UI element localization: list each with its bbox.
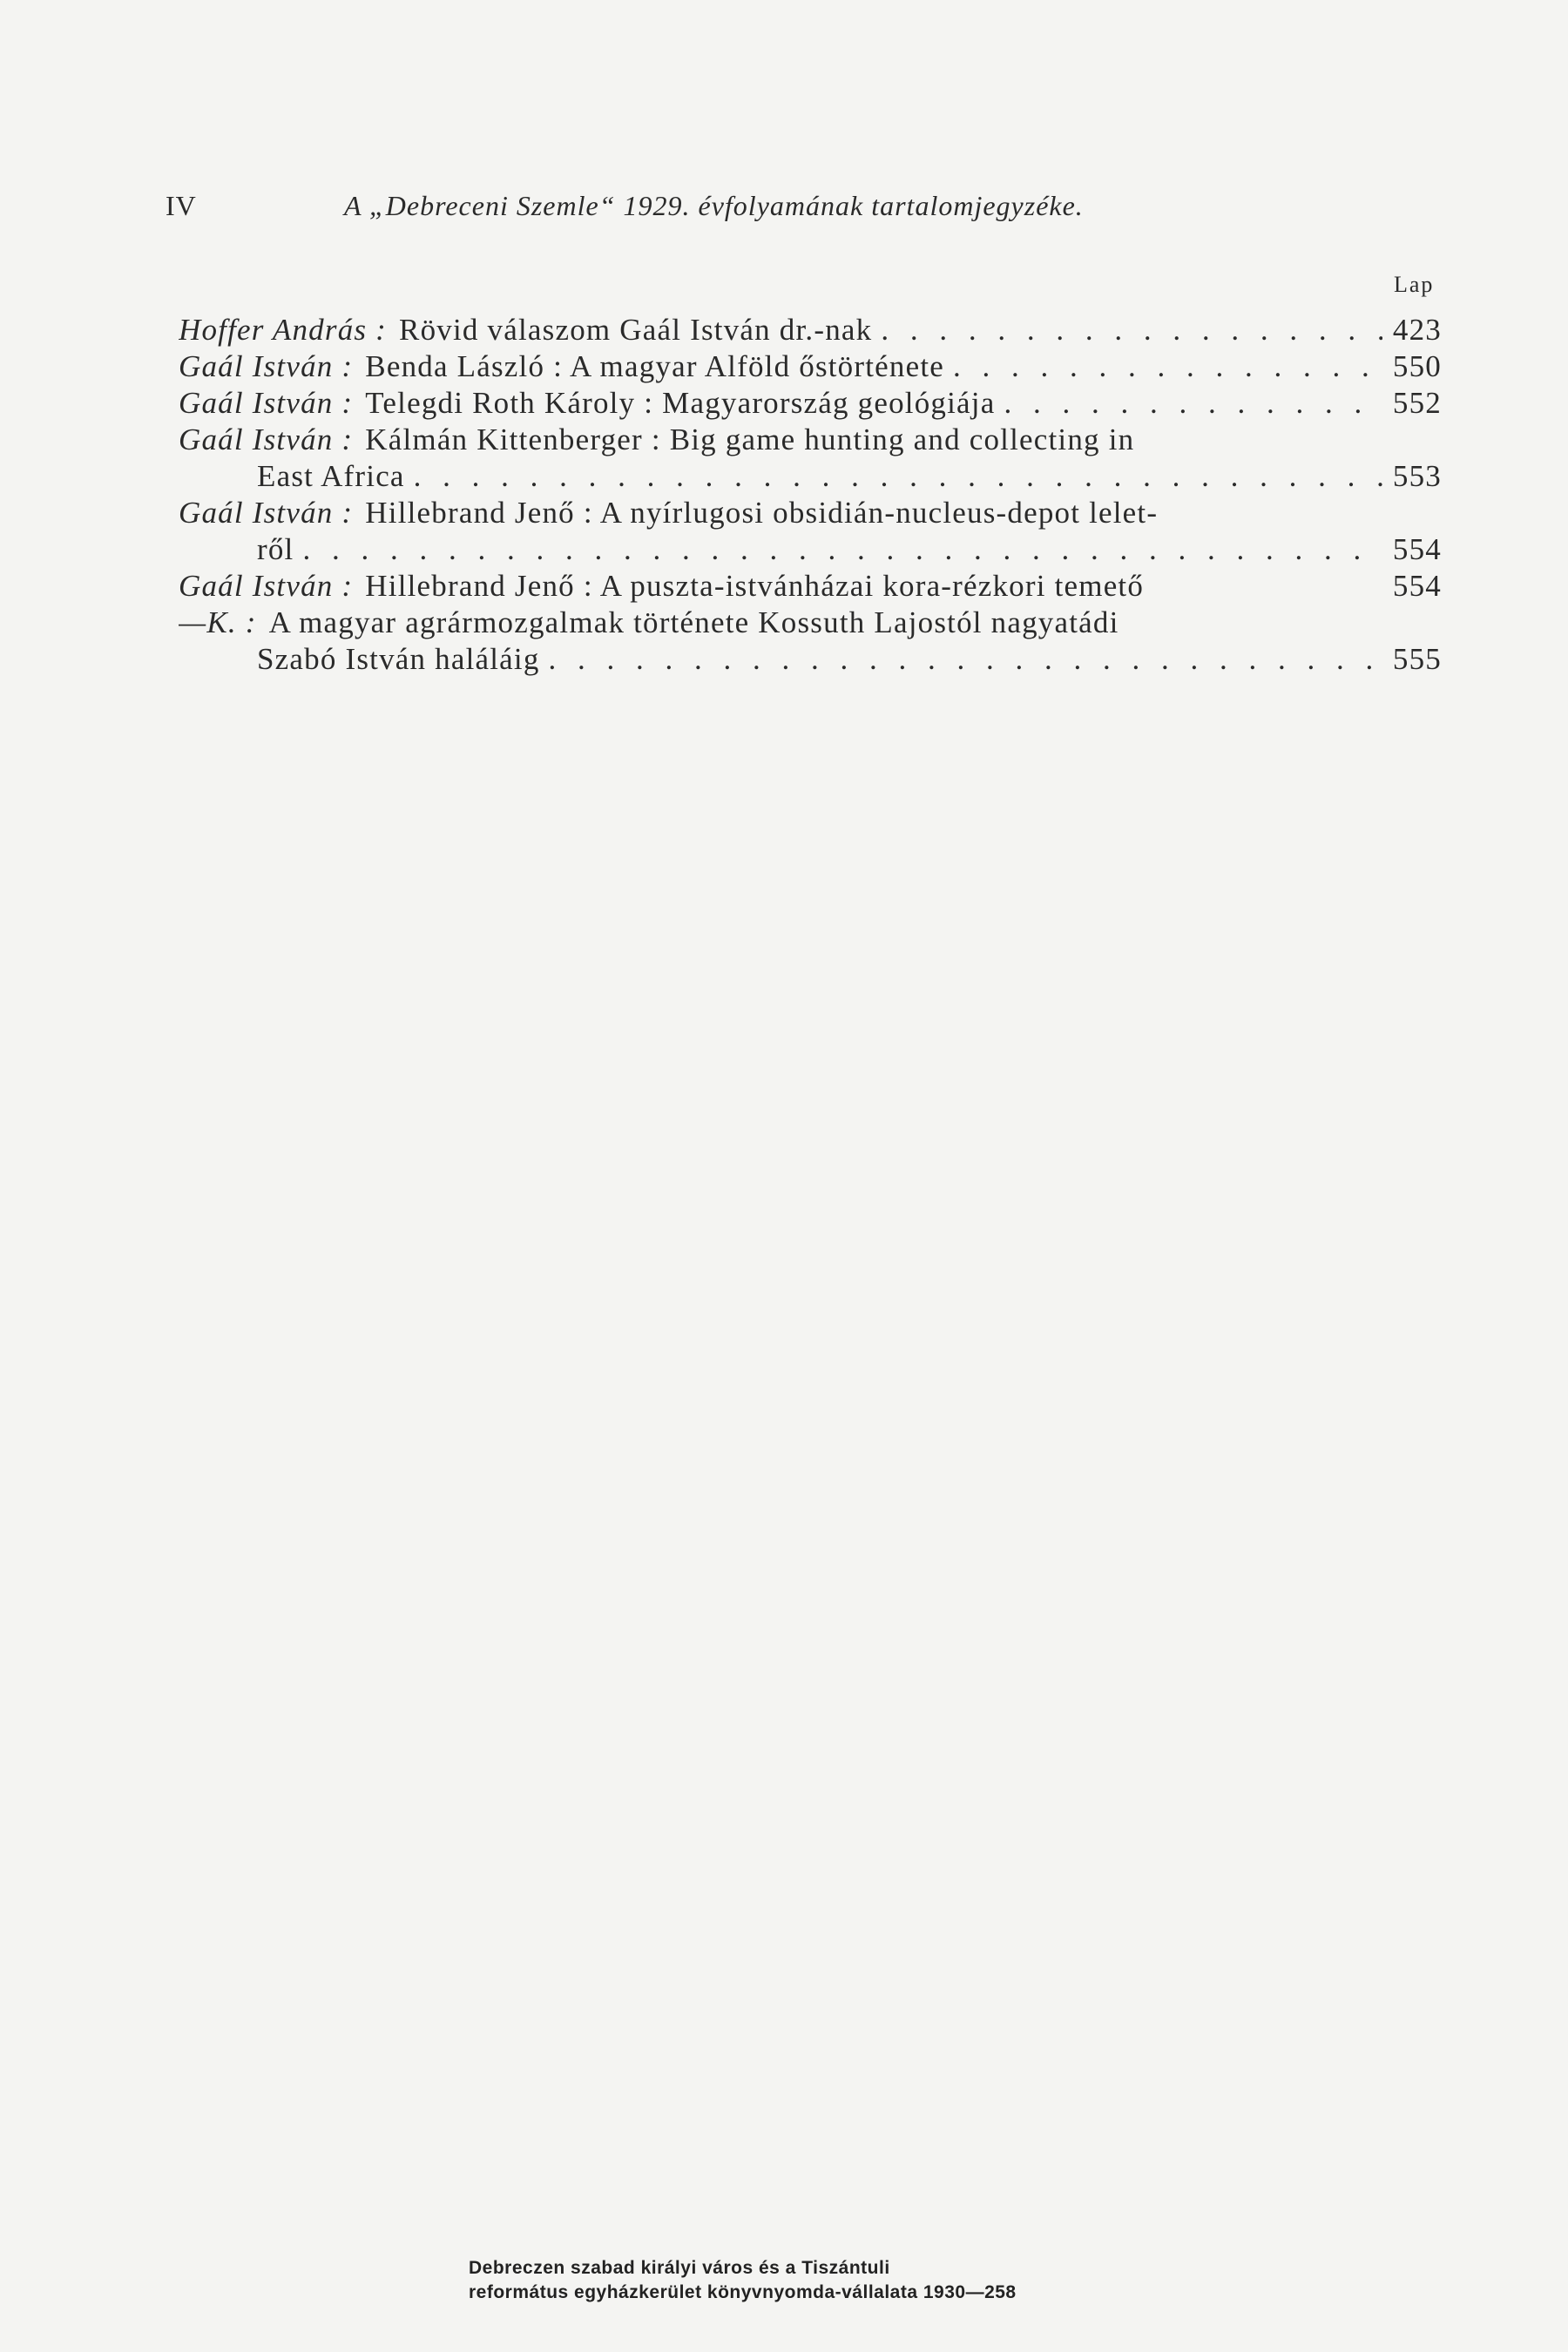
toc-author: Gaál István : (179, 496, 354, 530)
toc-line-continuation (179, 641, 1442, 678)
toc-title: A magyar agrármozgalmak története Kossuth Lajostól nagyatádi (268, 605, 1119, 639)
toc-entry (179, 348, 1442, 385)
imprint-line-1: Debreczen szabad királyi város és a Tiszántuli (469, 2258, 890, 2278)
dot-leader (549, 641, 1382, 678)
printer-imprint (469, 2256, 1017, 2305)
toc-page-number: 555 (1392, 642, 1442, 676)
table-of-contents (179, 312, 1442, 678)
toc-title: Hillebrand Jenő : A puszta-istvánházai kora-rézkori temető (365, 569, 1145, 603)
toc-line-continuation (179, 458, 1442, 495)
dot-leader (1004, 385, 1382, 422)
toc-line (179, 422, 1442, 458)
toc-line-continuation (179, 531, 1442, 568)
toc-title-continuation: ről (257, 532, 294, 566)
toc-author: —K. : (179, 605, 257, 639)
toc-entry (179, 422, 1442, 495)
toc-page-number: 553 (1392, 459, 1442, 493)
toc-line (179, 348, 1442, 385)
toc-page-number: 552 (1392, 386, 1442, 420)
dot-leader (302, 531, 1382, 568)
toc-line (179, 605, 1442, 641)
toc-page-number: 423 (1392, 313, 1442, 347)
toc-author: Gaál István : (179, 349, 354, 383)
toc-entry (179, 495, 1442, 568)
toc-title: Rövid válaszom Gaál István dr.-nak (399, 313, 873, 347)
toc-page-number: 554 (1392, 569, 1442, 603)
page-column-header: Lap (1394, 272, 1435, 297)
toc-line (179, 385, 1442, 422)
toc-entry (179, 568, 1442, 605)
toc-author: Gaál István : (179, 569, 354, 603)
toc-title-continuation: Szabó István haláláig (257, 642, 540, 676)
toc-author: Gaál István : (179, 422, 354, 456)
page-number: IV (166, 190, 197, 221)
toc-entry (179, 312, 1442, 348)
toc-entry (179, 605, 1442, 678)
toc-line (179, 312, 1442, 348)
toc-title: Hillebrand Jenő : A nyírlugosi obsidián-nucleus-depot lelet- (365, 496, 1159, 530)
toc-author: Gaál István : (179, 386, 354, 420)
toc-title-continuation: East Africa (257, 459, 405, 493)
toc-page-number: 554 (1392, 532, 1442, 566)
toc-page-number: 550 (1392, 349, 1442, 383)
running-head (166, 190, 1402, 233)
toc-line (179, 568, 1442, 605)
toc-title: Benda László : A magyar Alföld őstörténete (365, 349, 944, 383)
toc-title: Telegdi Roth Károly : Magyarország geológiája (365, 386, 996, 420)
page-title: A „Debreceni Szemle“ 1929. évfolyamának tartalomjegyzéke. (344, 190, 1084, 221)
toc-entry (179, 385, 1442, 422)
toc-title: Kálmán Kittenberger : Big game hunting and collecting in (365, 422, 1135, 456)
dot-leader (953, 348, 1382, 385)
toc-line (179, 495, 1442, 531)
toc-author: Hoffer András : (179, 313, 388, 347)
dot-leader (881, 312, 1382, 348)
dot-leader (414, 458, 1382, 495)
imprint-line-2: református egyházkerület könyvnyomda-vállalata 1930—258 (469, 2282, 1017, 2302)
